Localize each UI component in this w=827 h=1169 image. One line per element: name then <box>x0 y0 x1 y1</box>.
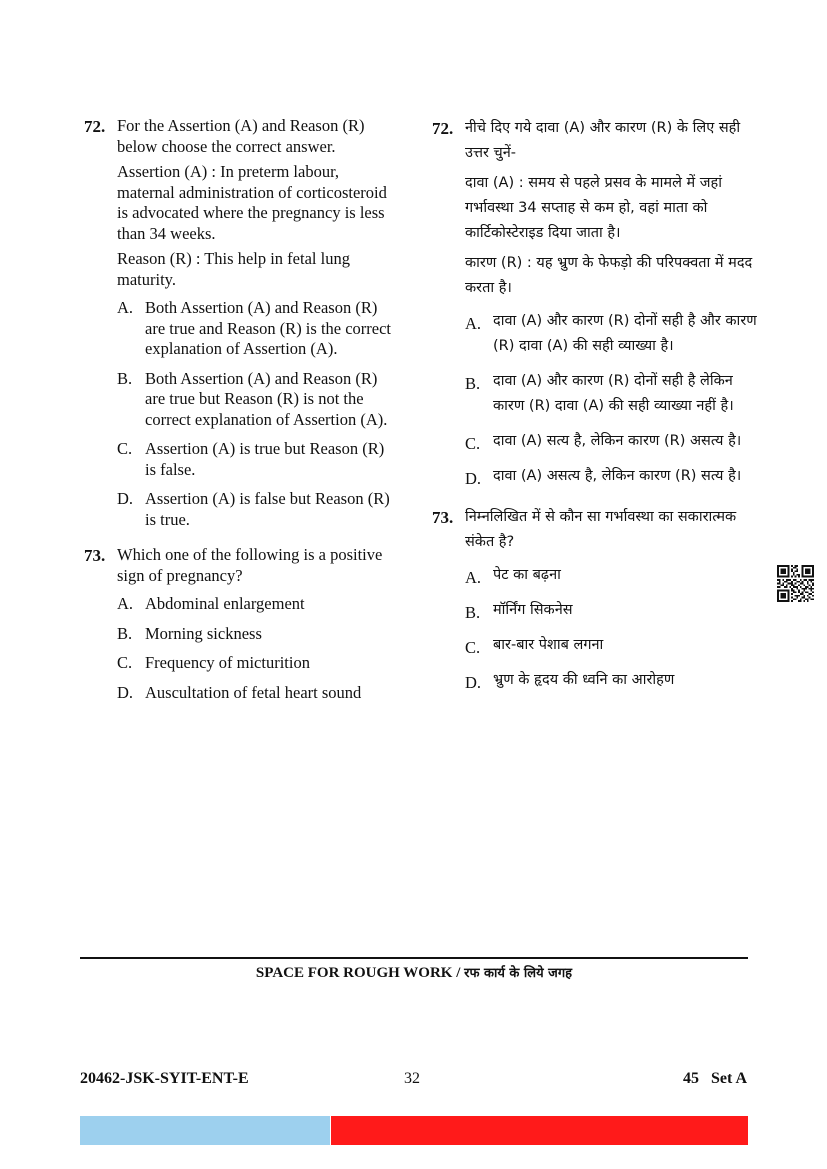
rough-work-english: SPACE FOR ROUGH WORK / <box>255 965 465 981</box>
question-72-english <box>84 116 394 530</box>
option-letter: D. <box>465 469 482 488</box>
divider-line <box>80 957 748 959</box>
option-letter: A. <box>465 568 482 587</box>
assertion-text: दावा (A) : समय से पहले प्रसव के मामले में जहां गर्भावस्था 34 सप्ताह से कम हो, वहां माता को कार्टिकोस्टेराइड दिया जाता है। <box>465 175 722 241</box>
question-73-hindi <box>432 505 757 693</box>
option-a <box>465 563 757 588</box>
rough-work-label <box>80 963 748 982</box>
option-text: Auscultation of fetal heart sound <box>145 682 362 702</box>
english-column <box>84 116 394 712</box>
option-d <box>465 464 757 489</box>
paper-code: 20462-JSK-SYIT-ENT-E <box>80 1070 249 1087</box>
options-list <box>117 594 394 703</box>
option-text: Both Assertion (A) and Reason (R) are true and Reason (R) is the correct explanation of Assertion (A). <box>145 298 392 358</box>
hindi-column <box>432 116 757 703</box>
set-label: 45 Set A <box>683 1070 747 1087</box>
option-text: दावा (A) असत्य है, लेकिन कारण (R) सत्य है। <box>493 468 742 484</box>
option-c <box>465 429 757 454</box>
option-text: Assertion (A) is false but Reason (R) is true. <box>145 489 390 529</box>
option-text: दावा (A) सत्य है, लेकिन कारण (R) असत्य है। <box>493 433 742 449</box>
option-b <box>465 598 757 623</box>
option-letter: C. <box>465 434 481 453</box>
option-letter: B. <box>465 374 481 393</box>
option-letter: A. <box>117 298 134 317</box>
option-b <box>117 369 394 431</box>
option-a <box>117 298 394 360</box>
option-letter: B. <box>117 368 133 388</box>
option-text: Both Assertion (A) and Reason (R) are true but Reason (R) is not the correct explanation of Assertion (A). <box>145 368 388 429</box>
question-number: 72. <box>432 119 454 138</box>
question-stem: नीचे दिए गये दावा (A) और कारण (R) के लिए सही उत्तर चुनें- <box>465 120 741 161</box>
footer-bar-red <box>331 1116 748 1145</box>
option-letter: A. <box>117 594 134 613</box>
option-letter: B. <box>117 623 133 643</box>
question-number: 72. <box>84 117 106 136</box>
option-letter: C. <box>117 439 133 458</box>
option-text: दावा (A) और कारण (R) दोनों सही है लेकिन कारण (R) दावा (A) की सही व्याख्या नहीं है। <box>493 373 734 414</box>
option-text: Frequency of micturition <box>145 653 310 672</box>
assertion-text: Assertion (A) : In preterm labour, maternal administration of corticosteroid is advocated where the pregnancy is less than 34 weeks. <box>117 162 387 243</box>
option-d <box>465 668 757 693</box>
footer-bar-blue <box>80 1116 330 1145</box>
question-stem: Which one of the following is a positive sign of pregnancy? <box>117 545 383 585</box>
option-c <box>117 439 394 480</box>
option-letter: A. <box>465 314 482 333</box>
option-letter: B. <box>465 603 481 622</box>
option-b <box>465 369 757 419</box>
option-letter: D. <box>117 489 134 508</box>
options-list <box>117 298 394 530</box>
question-stem: निम्नलिखित में से कौन सा गर्भावस्था का सकारात्मक संकेत है? <box>465 509 737 550</box>
option-text: पेट का बढ़ना <box>493 567 561 583</box>
reason-text: कारण (R) : यह भ्रुण के फेफड़ो की परिपक्वता में मदद करता है। <box>465 255 753 296</box>
option-c <box>465 633 757 658</box>
option-b <box>117 624 394 645</box>
option-letter: D. <box>117 682 134 702</box>
option-text: भ्रुण के हृदय की ध्वनि का आरोहण <box>493 672 675 688</box>
question-stem: For the Assertion (A) and Reason (R) below choose the correct answer. <box>117 116 365 156</box>
option-text: Abdominal enlargement <box>145 594 305 613</box>
option-letter: D. <box>465 673 482 692</box>
reason-text: Reason (R) : This help in fetal lung maturity. <box>117 249 350 289</box>
option-d <box>117 489 394 530</box>
question-73-english <box>84 545 394 703</box>
rough-work-hindi: रफ कार्य के लिये जगह <box>464 966 573 981</box>
options-list <box>465 309 757 489</box>
option-letter: C. <box>465 638 481 657</box>
question-72-hindi <box>432 116 757 489</box>
page-number: 32 <box>404 1070 420 1087</box>
option-a <box>465 309 757 359</box>
option-d <box>117 683 394 704</box>
option-text: Assertion (A) is true but Reason (R) is false. <box>145 439 385 479</box>
option-text: Morning sickness <box>145 623 262 643</box>
option-text: दावा (A) और कारण (R) दोनों सही है और कारण (R) दावा (A) की सही व्याख्या है। <box>493 313 757 354</box>
option-c <box>117 653 394 674</box>
question-number: 73. <box>84 546 106 565</box>
option-a <box>117 594 394 615</box>
option-text: बार-बार पेशाब लगना <box>493 637 604 653</box>
options-list <box>465 563 757 693</box>
option-letter: C. <box>117 653 133 672</box>
qr-code-icon <box>777 565 814 602</box>
option-text: मॉर्निंग सिकनेस <box>493 602 573 618</box>
question-number: 73. <box>432 508 454 527</box>
